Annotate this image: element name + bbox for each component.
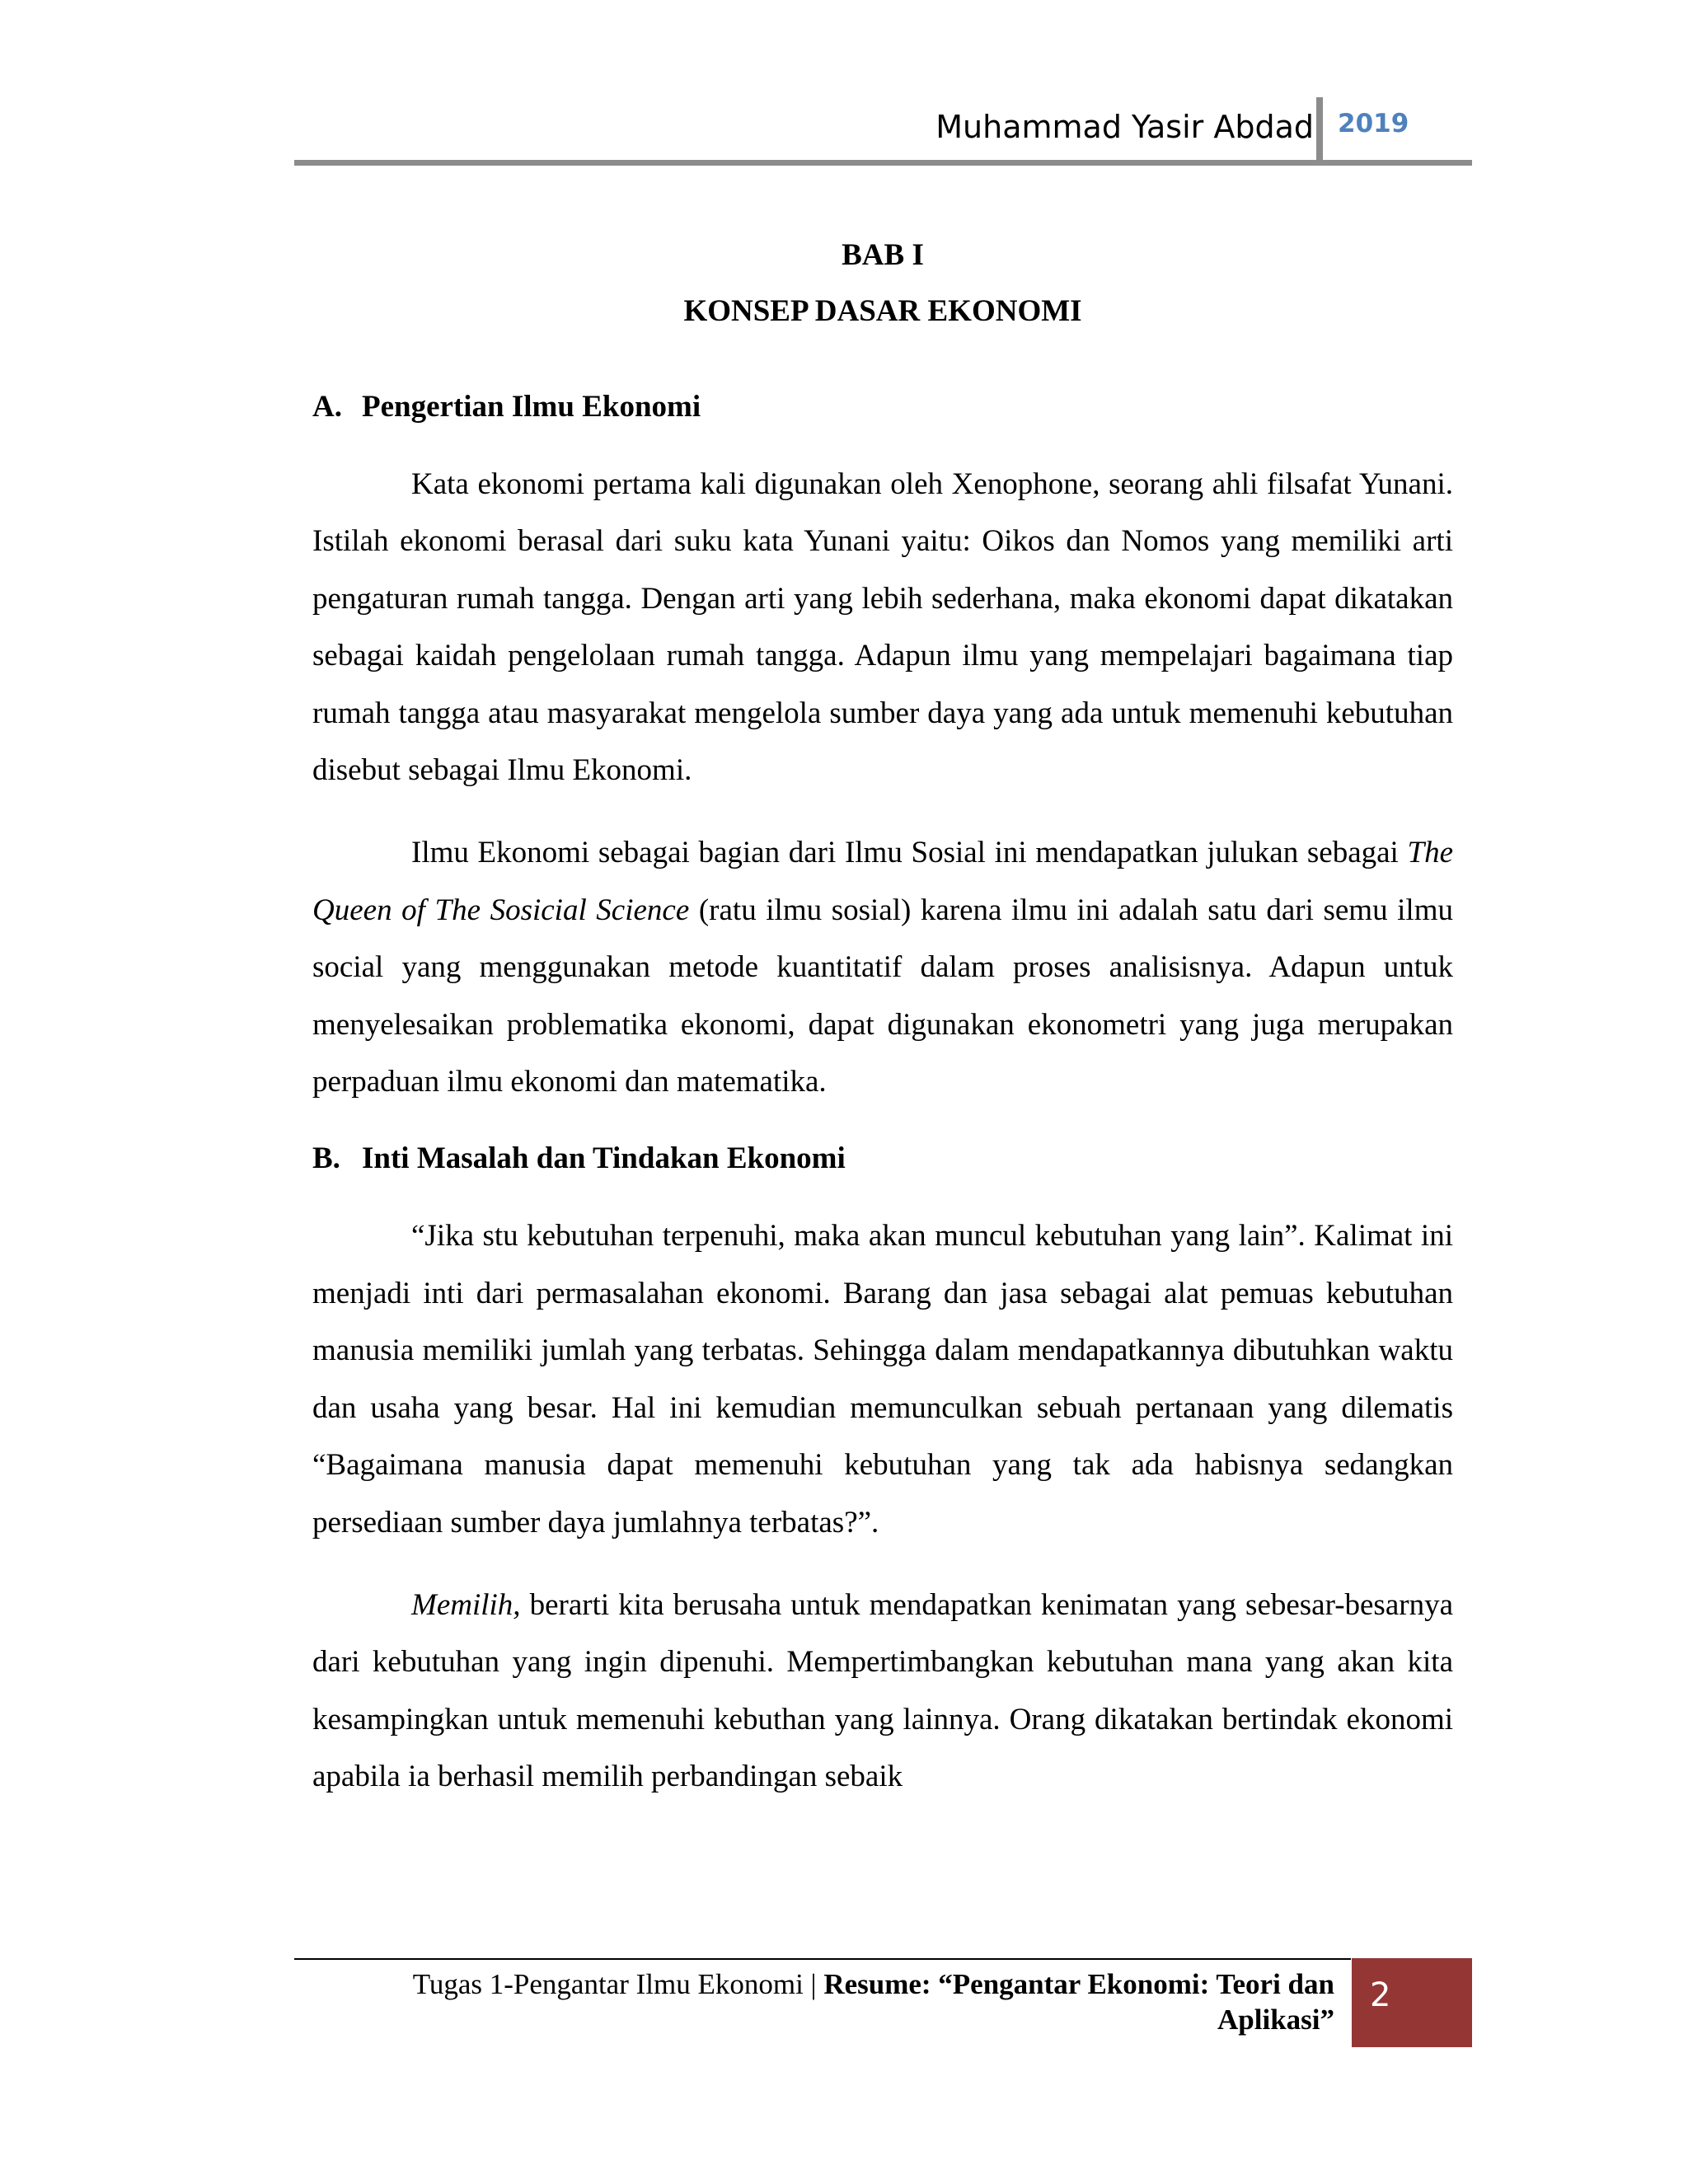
footer-resume-line1: Resume: “Pengantar Ekonomi: Teori dan	[823, 1968, 1334, 2000]
section-number: B.	[312, 1141, 340, 1176]
section-heading-a	[312, 384, 1453, 430]
header-divider	[1316, 97, 1323, 160]
header-rule	[294, 160, 1472, 166]
chapter-label: BAB I	[842, 238, 924, 272]
section-title: Inti Masalah dan Tindakan Ekonomi	[362, 1141, 846, 1176]
italic-term: Memilih,	[411, 1587, 521, 1622]
section-title: Pengertian Ilmu Ekonomi	[362, 390, 701, 424]
page-number: 2	[1370, 1976, 1391, 2014]
header-author: Muhammad Yasir Abdad	[935, 109, 1314, 145]
footer-rule	[294, 1958, 1351, 1960]
chapter-title: KONSEP DASAR EKONOMI	[683, 294, 1082, 328]
section-number: A.	[312, 390, 342, 424]
paragraph	[312, 824, 1453, 1110]
page-body	[312, 232, 1453, 1806]
paragraph-text: berarti kita berusaha untuk mendapatkan kenimatan yang sebesar-besarnya dari kebutuhan yang ingin dipenuhi. Mempertimbangkan kebutuhan mana yang akan kita kesampingkan untuk memenuhi kebuthan yang lainnya. Orang dikatakan bertindak ekonomi apabila ia berhasil memilih perbandingan sebaik	[312, 1587, 1453, 1794]
paragraph-text: Ilmu Ekonomi sebagai bagian dari Ilmu Sosial ini mendapatkan julukan sebagai	[411, 836, 1408, 870]
section-heading-b	[312, 1136, 1453, 1182]
page-number-box	[1352, 1958, 1472, 2047]
paragraph: “Jika stu kebutuhan terpenuhi, maka akan muncul kebutuhan yang lain”. Kalimat ini menjadi inti dari permasalahan ekonomi. Barang dan jasa sebagai alat pemuas kebutuhan manusia memiliki jumlah yang terbatas. Sehingga dalam mendapatkannya dibutuhkan waktu dan usaha yang besar. Hal ini kemudian memunculkan sebuah pertanaan yang dilematis “Bagaimana manusia dapat memenuhi kebutuhan yang tak ada habisnya sedangkan persediaan sumber daya jumlahnya terbatas?”.	[312, 1219, 1453, 1540]
footer-course: Tugas 1-Pengantar Ilmu Ekonomi |	[412, 1968, 824, 2000]
footer-resume-line2: Aplikasi”	[1217, 2004, 1334, 2036]
header-year: 2019	[1338, 109, 1409, 138]
paragraph-text: (ratu ilmu sosial) karena ilmu ini adalah satu dari semu ilmu social yang menggunakan metode kuantitatif dalam proses analisisnya. Adapun untuk menyelesaikan problematika ekonomi, dapat digunakan ekonometri yang juga merupakan perpaduan ilmu ekonomi dan matematika.	[312, 893, 1453, 1099]
paragraph	[312, 1577, 1453, 1806]
page-header	[294, 97, 1472, 165]
footer-text	[294, 1966, 1334, 2037]
paragraph: Kata ekonomi pertama kali digunakan oleh Xenophone, seorang ahli filsafat Yunani. Istilah ekonomi berasal dari suku kata Yunani yaitu: Oikos dan Nomos yang memiliki arti pengaturan rumah tangga. Dengan arti yang lebih sederhana, maka ekonomi dapat dikatakan sebagai kaidah pengelolaan rumah tangga. Adapun ilmu yang mempelajari bagaimana tiap rumah tangga atau masyarakat mengelola sumber daya yang ada untuk memenuhi kebutuhan disebut sebagai Ilmu Ekonomi.	[312, 467, 1453, 788]
italic-term: The Queen of The Sosicial Science	[312, 836, 1453, 927]
